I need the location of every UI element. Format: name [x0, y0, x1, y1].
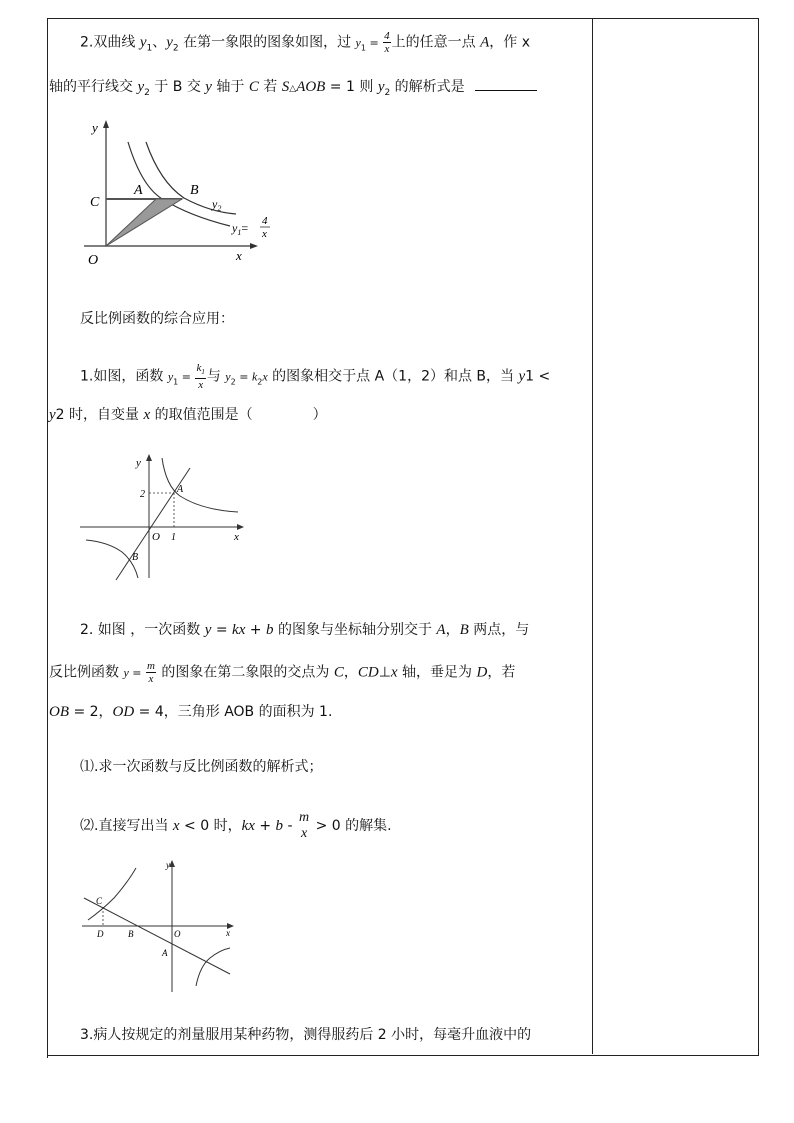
curve-y1-label: $y_1=$: [232, 221, 249, 237]
curve-branch-q4: [196, 948, 230, 986]
y-axis-label: y: [166, 860, 170, 870]
origin-label: O: [88, 253, 99, 268]
fraction-m-over-x: $\frac{m}{x}$: [147, 660, 155, 685]
problem-3-line1: 3.病人按规定的剂量服用某种药物，测得服药后 2 小时，每毫升血液中的: [80, 1027, 532, 1043]
fraction-m-over-x-large: m x: [299, 810, 310, 841]
x-axis-arrow: [250, 243, 258, 249]
point-d-label: D: [97, 929, 104, 939]
problem-1-line1: 1.如图，函数 $y_1$ = $\frac{k_1}{x}$ 与 $y_2 = k_2x$ 的图象相交于点 A（1，2）和点 B，当 y1 <: [80, 362, 551, 392]
problem-2-question-1: ⑴.求一次函数与反比例函数的解析式；: [80, 759, 323, 775]
tick-label-1: 1: [171, 532, 176, 543]
point-b-label: B: [132, 552, 139, 563]
problem-2-question-2: ⑵.直接写出当 x < 0 时，kx + b - m x > 0 的解集.: [80, 810, 392, 841]
origin-label: O: [174, 929, 181, 939]
problem-a-line2: 轴的平行线交 $y_2$ 于 B 交 y 轴于 C 若 S△AOB = 1 则 $y_2$ 的解析式是: [49, 76, 537, 102]
y-axis-label: y: [92, 120, 98, 135]
point-b-label: B: [190, 183, 199, 198]
answer-blank[interactable]: [475, 76, 537, 91]
fraction-k1-over-x: $\frac{k_1}{x}$: [196, 362, 205, 392]
curve-branch-q1: [162, 458, 238, 512]
point-b-label: B: [128, 929, 134, 939]
line-kx-plus-b: [84, 898, 230, 974]
problem-2-line2: 反比例函数 y = $\frac{m}{x}$ 的图象在第二象限的交点为 C，CD⊥x 轴，垂足为 D，若: [49, 660, 516, 685]
problem-1-line2: y2 时，自变量 x 的取值范围是（ ）: [49, 407, 327, 423]
curve-y1-frac-den: x: [262, 228, 267, 240]
x-axis-label: x: [236, 248, 242, 263]
curve-y1-frac-num: 4: [262, 215, 268, 227]
section-title: 反比例函数的综合应用：: [80, 311, 234, 327]
problem-2-line3: OB = 2，OD = 4，三角形 AOB 的面积为 1.: [49, 704, 333, 720]
triangle-aob: [106, 199, 182, 246]
problem-a-line1: 2.双曲线 $y_1$、$y_2$ 在第一象限的图象如图，过 $y_1$ = $\frac{4}{x}$ 上的任意一点 A，作 x: [80, 30, 531, 55]
point-a-label: A: [177, 484, 184, 495]
x-axis-label: x: [234, 531, 239, 543]
x-axis-arrow: [237, 524, 244, 530]
fraction-4-over-x: $\frac{4}{x}$: [384, 30, 390, 55]
y-axis-label: y: [136, 457, 141, 469]
table-column-divider: [592, 18, 593, 1054]
point-c-label: C: [96, 896, 103, 906]
origin-label: O: [152, 531, 160, 543]
point-c-label: C: [90, 195, 100, 210]
curve-y2-label: $y_2$: [212, 197, 222, 213]
problem-2-line1: 2. 如图 ，一次函数 y = kx + b 的图象与坐标轴分别交于 A，B 两点，与: [80, 622, 530, 638]
figure-hyperbolas: [80, 118, 280, 268]
y-axis-arrow: [146, 454, 152, 461]
figure-problem-2: [80, 858, 240, 998]
figure-problem-1: [78, 452, 248, 582]
y-axis-arrow: [103, 120, 109, 128]
point-a-label: A: [134, 183, 143, 198]
point-a-label: A: [162, 948, 168, 958]
tick-label-2: 2: [140, 489, 145, 500]
x-axis-label: x: [226, 928, 230, 938]
